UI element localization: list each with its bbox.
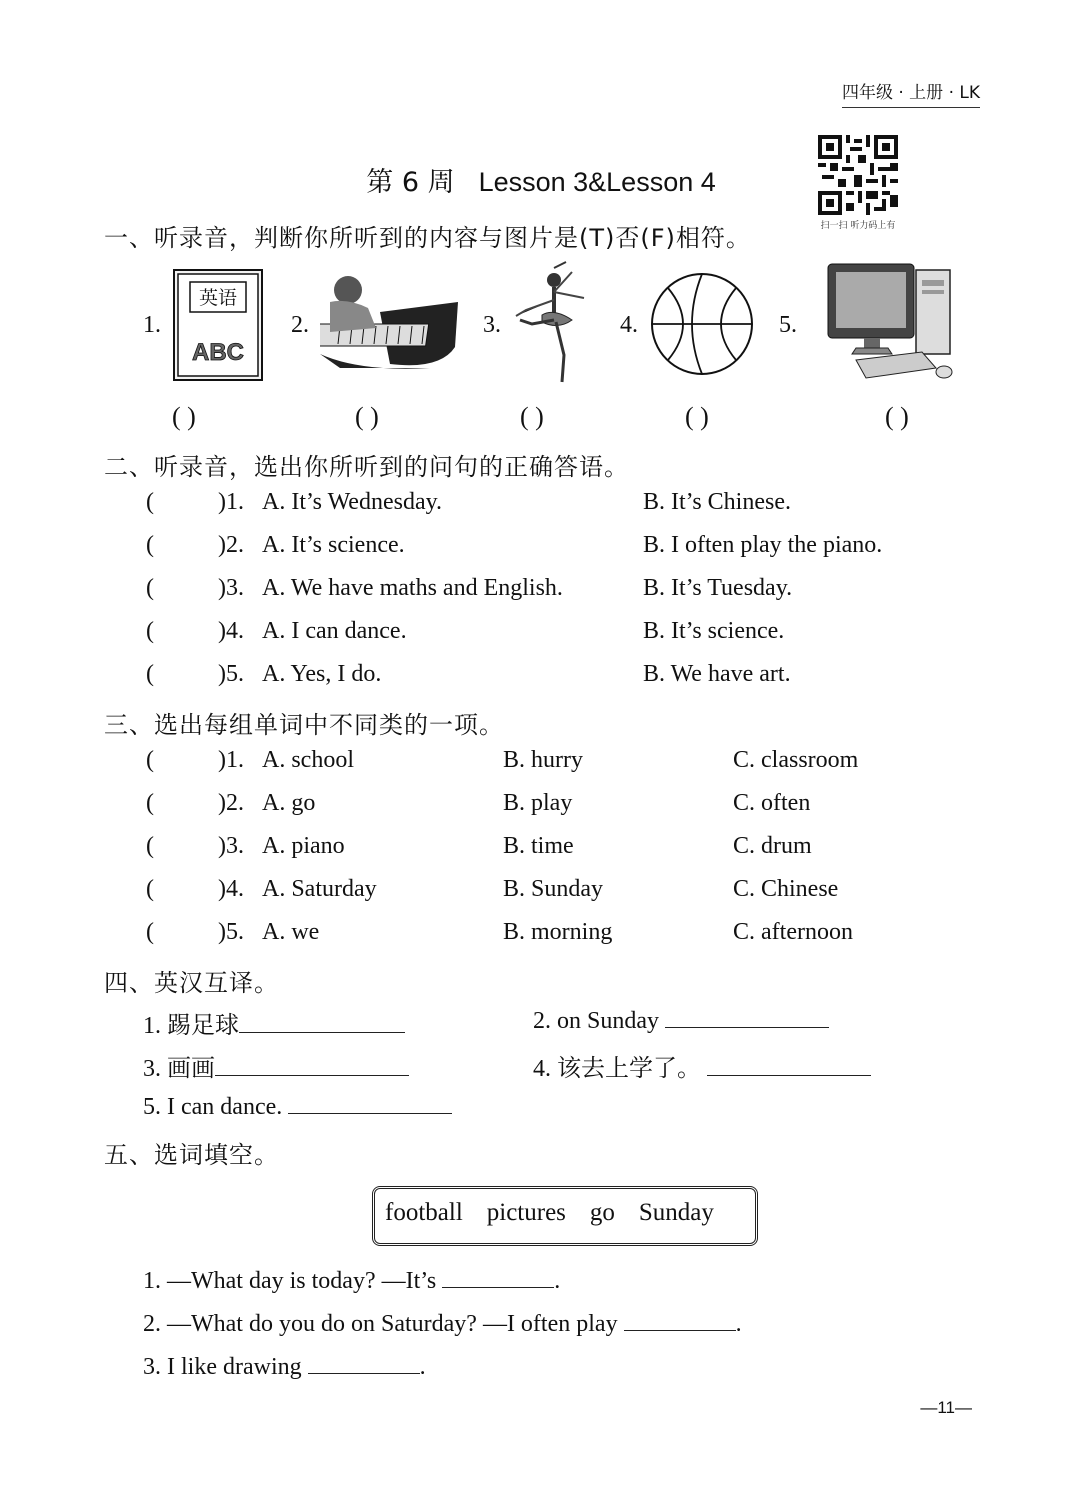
option-a: A. It’s science.: [262, 532, 405, 558]
word-bank: [372, 1186, 758, 1246]
word-option: pictures: [486, 1199, 566, 1226]
answer-line[interactable]: [215, 1053, 409, 1076]
question-number: )5.: [218, 919, 244, 945]
item-1-number: 1.: [143, 312, 161, 338]
option-a: A. It’s Wednesday.: [262, 489, 443, 515]
question-number: )1.: [218, 747, 244, 773]
question-number: )2.: [218, 790, 244, 816]
fill-prompt: 1. —What day is today? —It’s: [143, 1268, 437, 1294]
section-3-heading: 三、选出每组单词中不同类的一项。: [104, 711, 504, 739]
option-c: C. drum: [733, 833, 812, 859]
option-a: A. I can dance.: [262, 618, 407, 644]
question-number: )2.: [218, 532, 244, 558]
translate-item-3: [143, 1048, 409, 1083]
translate-item-5: [143, 1091, 452, 1121]
fill-prompt: 2. —What do you do on Saturday? —I often play: [143, 1311, 618, 1337]
option-a: A. we: [262, 919, 320, 945]
translate-item-1: [143, 1005, 405, 1040]
page-number: —11—: [920, 1398, 972, 1417]
option-a: A. school: [262, 747, 354, 773]
list-item: (: [146, 618, 154, 644]
option-b: B. It’s Chinese.: [643, 489, 791, 515]
option-c: C. Chinese: [733, 876, 839, 902]
answer-line[interactable]: [665, 1005, 829, 1028]
option-a: A. We have maths and English.: [262, 575, 563, 601]
english-book-icon: [172, 268, 266, 383]
option-b: B. I often play the piano.: [643, 532, 883, 558]
word-bank-words: [385, 1199, 738, 1227]
answer-line[interactable]: [707, 1053, 871, 1076]
week-label: 第 6 周: [366, 167, 455, 198]
list-item: (: [146, 575, 154, 601]
fill-item-2: [143, 1308, 742, 1338]
option-a: A. go: [262, 790, 316, 816]
option-c: C. afternoon: [733, 919, 853, 945]
option-b: B. play: [503, 790, 573, 816]
book-label: 英语: [198, 287, 238, 309]
grade-tag: 四年级 · 上册 · LK: [842, 78, 980, 108]
option-c: C. often: [733, 790, 811, 816]
answer-blank-4[interactable]: ( ): [685, 402, 709, 431]
fill-item-3: [143, 1351, 426, 1381]
item-3-number: 3.: [483, 312, 501, 338]
question-number: )5.: [218, 661, 244, 687]
option-a: A. Yes, I do.: [262, 661, 382, 687]
answer-blank-3[interactable]: ( ): [520, 402, 544, 431]
item-4-number: 4.: [620, 312, 638, 338]
answer-line[interactable]: [624, 1308, 736, 1331]
option-b: B. It’s Tuesday.: [643, 575, 793, 601]
answer-blank-2[interactable]: ( ): [355, 402, 379, 431]
list-item: (: [146, 833, 154, 859]
translate-item-4: [533, 1048, 871, 1083]
translate-prompt: 3. 画画: [143, 1056, 215, 1082]
answer-blank-5[interactable]: ( ): [885, 402, 909, 431]
section-1-heading: 一、听录音，判断你所听到的内容与图片是(T)否(F)相符。: [104, 224, 751, 252]
fill-prompt: 3. I like drawing: [143, 1354, 302, 1380]
translate-item-2: [533, 1005, 829, 1035]
answer-line[interactable]: [239, 1010, 405, 1033]
answer-blank-1[interactable]: ( ): [172, 402, 196, 431]
question-number: )4.: [218, 876, 244, 902]
list-item: (: [146, 876, 154, 902]
option-b: B. It’s science.: [643, 618, 785, 644]
word-option: go: [589, 1199, 615, 1226]
option-a: A. piano: [262, 833, 345, 859]
item-5-number: 5.: [779, 312, 797, 338]
section-2-heading: 二、听录音，选出你所听到的问句的正确答语。: [104, 453, 629, 481]
translate-prompt: 1. 踢足球: [143, 1013, 239, 1039]
option-a: A. Saturday: [262, 876, 377, 902]
piano-player-icon: [320, 272, 460, 372]
fill-end: .: [554, 1268, 561, 1294]
item-2-number: 2.: [291, 312, 309, 338]
question-number: )3.: [218, 833, 244, 859]
fill-end: .: [735, 1311, 742, 1337]
word-option: Sunday: [638, 1199, 714, 1226]
option-c: C. classroom: [733, 747, 859, 773]
computer-icon: [826, 260, 958, 382]
list-item: (: [146, 919, 154, 945]
option-b: B. morning: [503, 919, 613, 945]
question-number: )1.: [218, 489, 244, 515]
translate-prompt: 5. I can dance.: [143, 1094, 283, 1120]
list-item: (: [146, 489, 154, 515]
fill-end: .: [419, 1354, 426, 1380]
list-item: (: [146, 532, 154, 558]
word-option: football: [385, 1199, 463, 1226]
question-number: )3.: [218, 575, 244, 601]
list-item: (: [146, 790, 154, 816]
option-b: B. time: [503, 833, 574, 859]
fill-item-1: [143, 1265, 560, 1295]
section-5-heading: 五、选词填空。: [104, 1141, 279, 1169]
translate-prompt: 2. on Sunday: [533, 1008, 659, 1034]
basketball-icon: [648, 270, 756, 378]
question-number: )4.: [218, 618, 244, 644]
book-letters: ABC: [192, 339, 244, 366]
answer-line[interactable]: [288, 1091, 452, 1114]
qr-caption: 扫一扫 听力码上有: [820, 221, 896, 231]
page-title: [0, 160, 1082, 199]
translate-prompt: 4. 该去上学了。: [533, 1056, 701, 1082]
list-item: (: [146, 661, 154, 687]
qr-code-icon[interactable]: [818, 135, 898, 215]
ballet-dancer-icon: [514, 260, 594, 385]
option-b: B. Sunday: [503, 876, 604, 902]
answer-line[interactable]: [308, 1351, 420, 1374]
option-b: B. hurry: [503, 747, 583, 773]
section-4-heading: 四、英汉互译。: [104, 969, 279, 997]
option-b: B. We have art.: [643, 661, 791, 687]
list-item: (: [146, 747, 154, 773]
lesson-label: Lesson 3&Lesson 4: [478, 167, 716, 197]
answer-line[interactable]: [442, 1265, 554, 1288]
